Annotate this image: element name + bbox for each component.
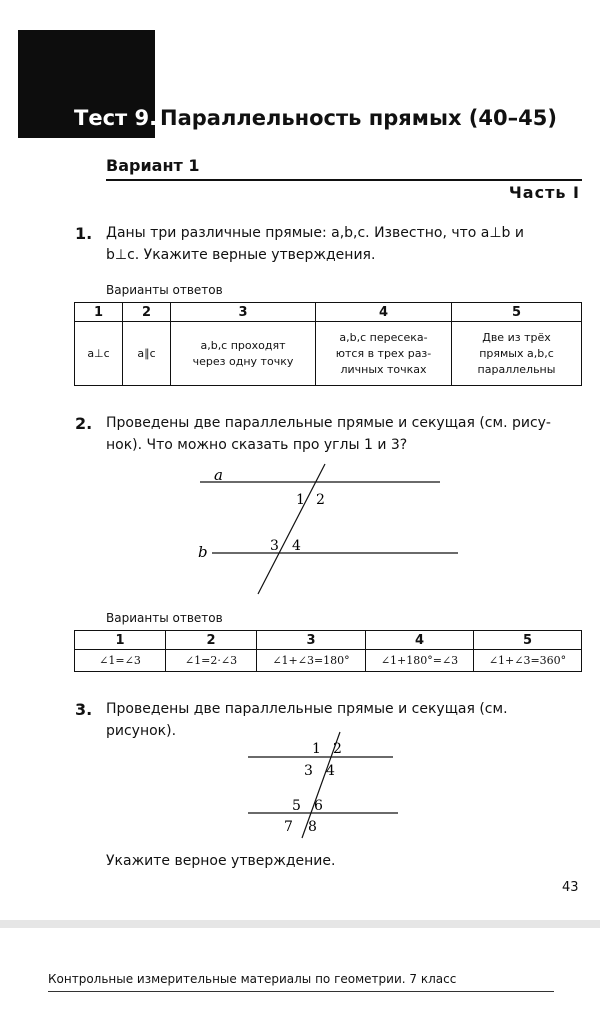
question-3-number: 3. — [75, 700, 93, 719]
header-cell: 4 — [316, 303, 452, 322]
angle-2-label: 2 — [316, 492, 325, 508]
question-1-line-2: b⊥c. Укажите верные утверждения. — [106, 247, 376, 263]
question-2-figure — [190, 462, 470, 602]
question-2-line-1: Проведены две параллельные прямые и секущая (см. рису- — [106, 415, 551, 431]
answer-line: a⊥c — [87, 346, 110, 360]
angle-6-label: 6 — [314, 798, 323, 814]
question-3-figure — [240, 730, 410, 840]
table-header-row — [75, 631, 582, 650]
question-3-text: Проведены две параллельные прямые и секущая (см. рисунок). — [106, 701, 508, 739]
question-2-answer-table — [74, 630, 582, 672]
angle-3-label: 3 — [304, 763, 313, 779]
table-header-row — [75, 303, 582, 322]
answer-line: личных точках — [340, 362, 427, 376]
variant-divider — [106, 179, 582, 181]
answer-option-1[interactable] — [75, 322, 123, 386]
label-a: a — [214, 466, 223, 484]
answer-line: a∥c — [137, 346, 156, 360]
answer-option-2[interactable] — [123, 322, 171, 386]
question-1-answer-table — [74, 302, 582, 386]
angle-2-label: 2 — [333, 741, 342, 757]
answer-line: a,b,c пересека- — [339, 330, 428, 344]
question-1-answers-label: Варианты ответов — [106, 283, 223, 297]
angle-1-label: 1 — [312, 741, 321, 757]
answer-line: параллельны — [477, 362, 556, 376]
test-label: Тест 9. — [74, 106, 158, 130]
answer-option-5[interactable] — [452, 322, 582, 386]
table-row — [75, 322, 582, 386]
header-cell: 1 — [75, 631, 166, 650]
question-2-text — [106, 412, 580, 456]
answer-line: Две из трёх — [482, 330, 551, 344]
header-cell: 3 — [171, 303, 316, 322]
angle-3-label: 3 — [270, 538, 279, 554]
header-cell: 2 — [166, 631, 257, 650]
header-cell: 1 — [75, 303, 123, 322]
question-1-line-1: Даны три различные прямые: a,b,c. Известно, что a⊥b и — [106, 225, 524, 241]
answer-line: через одну точку — [192, 354, 294, 368]
answer-line: a,b,c проходят — [200, 338, 286, 352]
label-b: b — [198, 543, 208, 561]
answer-option-3[interactable] — [171, 322, 316, 386]
angle-8-label: 8 — [308, 819, 317, 835]
angle-1-label: 1 — [296, 492, 305, 508]
angle-5-label: 5 — [292, 798, 301, 814]
question-2-number: 2. — [75, 414, 93, 433]
answer-option-3[interactable]: ∠1+∠3=180° — [257, 650, 366, 672]
header-cell: 3 — [257, 631, 366, 650]
question-3-prompt: Укажите верное утверждение. — [106, 853, 336, 869]
header-cell: 4 — [366, 631, 474, 650]
question-2-line-2: нок). Что можно сказать про углы 1 и 3? — [106, 437, 408, 453]
table-row — [75, 650, 582, 672]
angle-4-label: 4 — [292, 538, 301, 554]
angle-4-label: 4 — [326, 763, 335, 779]
footer-text: Контрольные измерительные материалы по геометрии. 7 класс — [48, 972, 457, 986]
answer-option-5[interactable]: ∠1+∠3=360° — [474, 650, 582, 672]
question-1-number: 1. — [75, 224, 93, 243]
angle-7-label: 7 — [284, 819, 293, 835]
page-number: 43 — [562, 880, 579, 895]
answer-option-4[interactable]: ∠1+180°=∠3 — [366, 650, 474, 672]
answer-line: прямых a,b,c — [479, 346, 554, 360]
header-cell: 2 — [123, 303, 171, 322]
part-heading: Часть I — [508, 183, 580, 202]
header-cell: 5 — [452, 303, 582, 322]
answer-line: ются в трех раз- — [335, 346, 432, 360]
page-gap — [0, 920, 600, 928]
answer-option-2[interactable]: ∠1=2·∠3 — [166, 650, 257, 672]
answer-option-4[interactable] — [316, 322, 452, 386]
question-1-text — [106, 222, 580, 266]
header-cell: 5 — [474, 631, 582, 650]
test-title: Параллельность прямых (40–45) — [160, 106, 557, 130]
transversal-line — [258, 464, 325, 594]
answer-option-1[interactable]: ∠1=∠3 — [75, 650, 166, 672]
variant-heading: Вариант 1 — [106, 156, 200, 175]
question-2-answers-label: Варианты ответов — [106, 611, 223, 625]
footer-rule — [48, 991, 554, 992]
